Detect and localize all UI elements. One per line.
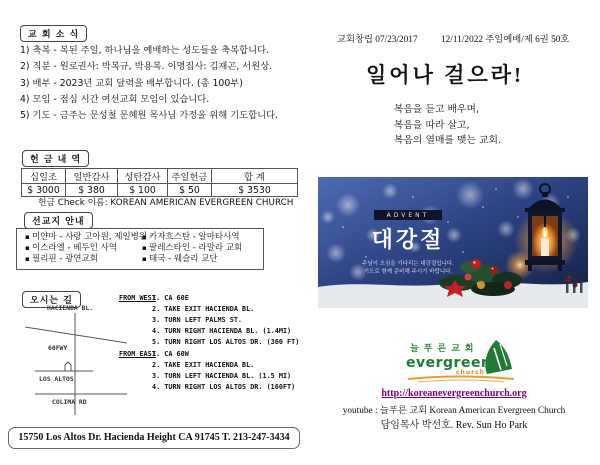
- bulletin-issue-info: 12/11/2022 주일예배/제 6권 50호: [441, 35, 570, 45]
- direction-step: 1. CA 60E: [152, 294, 189, 302]
- map-road-60fwy: [25, 327, 127, 343]
- offering-header-row: [22, 169, 298, 184]
- logo-swoosh-thin: [418, 380, 504, 382]
- map-label-colima: COLIMA RD: [52, 398, 87, 406]
- news-item: 1) 축복 - 복된 주일, 하나님을 예배하는 성도들을 축복합니다.: [20, 45, 270, 56]
- mission-item: ▪ 이스라엘 - 베두인 사역: [25, 243, 142, 254]
- news-item: 5) 기도 - 금주는 문성철 문혜원 목사님 가정을 위해 기도합니다.: [20, 110, 278, 122]
- church-building-icon: [65, 362, 71, 371]
- direction-step: 3. TURN LEFT HACIENDA BL. (1.5 MI): [152, 371, 292, 380]
- offering-col: 주일헌금: [168, 169, 212, 184]
- offering-value: $ 3530: [212, 184, 298, 197]
- offering-col: 일반감사: [66, 169, 118, 184]
- sermon-title: 일어나 걸으라!: [366, 63, 524, 87]
- news-item: 4) 모임 - 점심 시간 여선교회 모임이 있습니다.: [20, 93, 210, 105]
- church-news-header: 교 회 소 식: [20, 25, 87, 42]
- youtube-channel-text: youtube : 늘푸른 교회 Korean American Evergreen Church: [342, 406, 566, 416]
- advent-subtext-line: 주님이 오심을 기다리는 대강절입니다.: [361, 261, 454, 267]
- directions-header: 오시는 길: [22, 291, 81, 308]
- mission-item: ▪ 필리핀 - 광연교회: [25, 254, 142, 265]
- offering-value: $ 380: [66, 184, 118, 197]
- church-news-list: [20, 43, 302, 124]
- from-east-label: FROM EAST: [119, 350, 156, 358]
- church-address-footer: 15750 Los Altos Dr. Hacienda Height CA 91745 T. 213-247-3434: [8, 427, 300, 449]
- map-label-hacienda: HACIENDA BL.: [47, 304, 94, 312]
- mission-item: ▪ 카자흐스탄 - 알마타사역: [142, 232, 259, 243]
- from-west-label: FROM WEST: [119, 294, 156, 302]
- church-motto: [394, 102, 501, 149]
- advent-subtext: [344, 260, 472, 276]
- map-label-fwy: 60FWY: [48, 344, 68, 352]
- motto-line: 복음을 따라 살고,: [394, 119, 470, 131]
- direction-step: 4. TURN RIGHT LOS ALTOS DR. (160FT): [152, 382, 296, 391]
- offering-value: $ 3000: [22, 184, 66, 197]
- logo-church-text: church: [456, 369, 485, 376]
- news-item: 3) 배부 - 2023년 교회 달력을 배부합니다. (총 100부): [20, 77, 243, 89]
- offering-check-note: 헌금 Check 이름: KOREAN AMERICAN EVERGREEN CHURCH: [38, 198, 294, 208]
- advent-banner-image: [318, 177, 588, 308]
- direction-step: 3. TURN LEFT PALMS ST.: [152, 315, 243, 324]
- mission-item: ▪ 태국 - 웨슬리 교단: [142, 254, 259, 265]
- advent-label: ADVENT: [374, 210, 443, 220]
- evergreen-church-logo: [404, 338, 519, 384]
- missions-col-2: [142, 232, 259, 265]
- offering-col: 합 계: [212, 169, 298, 184]
- advent-text-block: [344, 202, 472, 276]
- missions-col-1: [25, 232, 148, 265]
- direction-step: 1. CA 60W: [152, 350, 189, 358]
- direction-step: 4. TURN RIGHT HACIENDA BL. (1.4MI): [152, 326, 292, 335]
- directions-map: [15, 297, 127, 421]
- offering-header: 헌 금 내 역: [22, 150, 89, 167]
- offering-value: $ 50: [168, 184, 212, 197]
- news-item: 2) 직분 - 원로권사: 박복규, 박용복. 이명집사: 김재곤, 서원상.: [20, 61, 273, 73]
- missions-box: [16, 228, 264, 270]
- pastor-name-text: 담임목사 박선호. Rev. Sun Ho Park: [380, 420, 528, 431]
- advent-title: 대강절: [371, 228, 445, 253]
- offering-col: 성탄감사: [118, 169, 168, 184]
- logo-swoosh: [408, 377, 514, 380]
- logo-korean-text: 늘푸른교회: [410, 344, 479, 354]
- offering-col: 십일조: [22, 169, 66, 184]
- offering-value: $ 100: [118, 184, 168, 197]
- direction-step: 2. TAKE EXIT HACIENDA BL.: [152, 360, 255, 369]
- motto-line: 복음의 열매를 맺는 교회.: [394, 135, 502, 147]
- missions-header: 선교지 안내: [24, 212, 93, 229]
- direction-step: 2. TAKE EXIT HACIENDA BL.: [152, 304, 255, 313]
- from-west-steps: [152, 293, 299, 348]
- offering-table: [21, 168, 298, 197]
- motto-line: 복음을 듣고 배우며,: [394, 104, 480, 115]
- mission-item: ▪ 팔레스타인 - 라말라 교회: [142, 243, 259, 254]
- from-east-steps: [152, 349, 295, 393]
- direction-step: 5. TURN RIGHT LOS ALTOS DR. (360 FT): [152, 337, 300, 346]
- church-website-link[interactable]: http://koreanevergreenchurch.org: [381, 388, 527, 399]
- logo-english-text: evergreen: [406, 355, 492, 371]
- advent-subtext-line: 기도로 함께 준비해 주시기 바랍니다.: [363, 269, 453, 275]
- map-label-losaltos: LOS ALTOS: [39, 375, 74, 383]
- mission-item: ▪ 미얀마 - 사랑 고아원, 제일병원: [25, 232, 142, 243]
- church-founded-date: 교회창립 07/23/2017: [337, 35, 418, 45]
